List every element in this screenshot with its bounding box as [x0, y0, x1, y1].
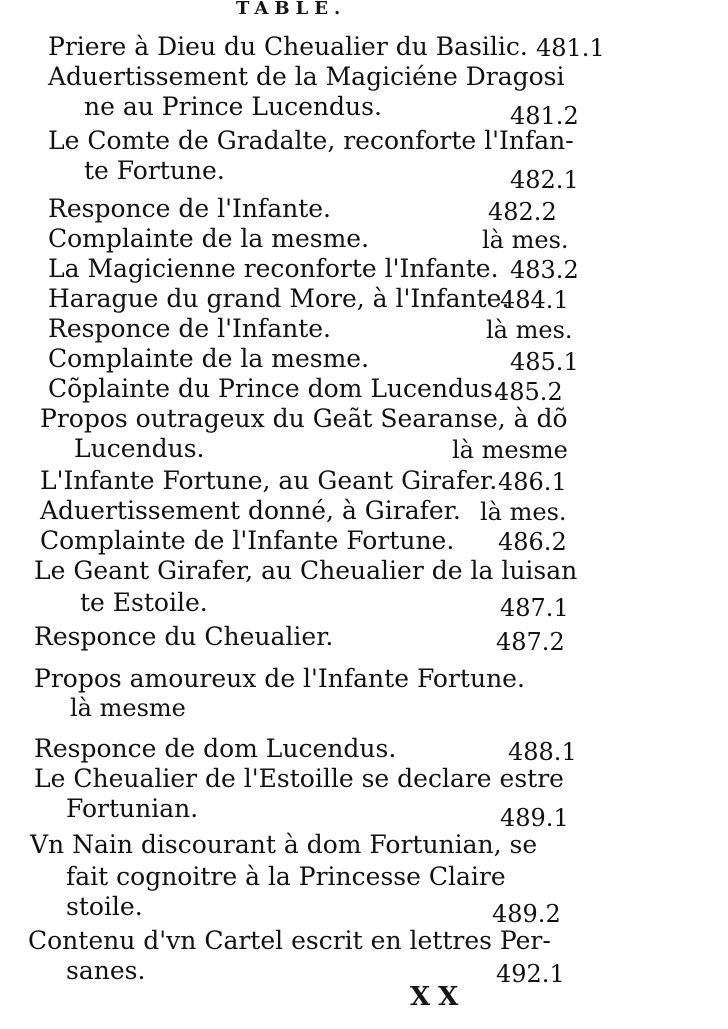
toc-entry-page: là mes. — [486, 316, 573, 344]
toc-entry-title-cont: sanes. — [66, 956, 146, 985]
toc-entry-title: La Magicienne reconforte l'Infante. — [48, 254, 499, 283]
running-head: TABLE. — [236, 0, 347, 19]
signature-mark: XX — [410, 982, 467, 1012]
toc-entry-title: Responce de l'Infante. — [48, 194, 331, 223]
toc-entry-page: 485.2 — [494, 378, 563, 406]
toc-entry-page: 486.2 — [498, 528, 567, 556]
toc-entry-title: Le Comte de Gradalte, reconforte l'Infan- — [48, 126, 574, 155]
toc-entry-page: là mesme — [452, 436, 568, 464]
toc-entry-title: Harague du grand More, à l'Infante. — [48, 284, 510, 313]
toc-entry-title: Propos amoureux de l'Infante Fortune. — [34, 664, 525, 693]
toc-entry-title: Priere à Dieu du Cheualier du Basilic. — [48, 32, 528, 61]
toc-entry-page: 489.2 — [492, 900, 561, 928]
toc-entry-page: 482.1 — [510, 166, 579, 194]
toc-entry-title: Responce de dom Lucendus. — [34, 734, 397, 763]
toc-entry-page: 482.2 — [488, 198, 557, 226]
toc-entry-title: Complainte de la mesme. — [48, 224, 370, 253]
toc-entry-title: Aduertissement de la Magiciéne Dragosi — [48, 62, 565, 91]
toc-entry-title: Le Geant Girafer, au Cheualier de la luisan — [34, 556, 578, 585]
toc-entry-page: 486.1 — [498, 468, 567, 496]
toc-entry-page: 481.2 — [510, 102, 579, 130]
toc-entry-title: Responce du Cheualier. — [34, 622, 334, 651]
toc-entry-title-cont: fait cognoitre à la Princesse Claire — [66, 862, 506, 891]
toc-entry-title: Complainte de la mesme. — [48, 344, 370, 373]
toc-entry-page: 484.1 — [500, 286, 569, 314]
toc-entry-title-cont: Lucendus. — [74, 434, 205, 463]
toc-entry-page: là mesme — [70, 694, 186, 722]
toc-entry-title: Responce de l'Infante. — [48, 314, 331, 343]
toc-entry-page: 489.1 — [500, 804, 569, 832]
toc-entry-title: L'Infante Fortune, au Geant Girafer. — [40, 466, 498, 495]
toc-entry-title: Contenu d'vn Cartel escrit en lettres Per- — [28, 926, 551, 955]
toc-entry-title-cont: ne au Prince Lucendus. — [84, 92, 382, 121]
toc-entry-page: là mes. — [480, 498, 567, 526]
toc-entry-title: Complainte de l'Infante Fortune. — [40, 526, 455, 555]
toc-entry-page: là mes. — [482, 226, 569, 254]
toc-entry-title-cont: te Estoile. — [80, 588, 208, 617]
toc-entry-title: Cõplainte du Prince dom Lucendus. — [48, 374, 501, 403]
toc-entry-title-cont: Fortunian. — [66, 794, 199, 823]
toc-entry-title: Vn Nain discourant à dom Fortunian, se — [30, 830, 538, 859]
toc-entry-page: 481.1 — [536, 34, 605, 62]
toc-entry-title-cont: te Fortune. — [84, 156, 225, 185]
toc-entry-page: 487.1 — [500, 594, 569, 622]
toc-entry-title: Propos outrageux du Geãt Searanse, à dõ — [40, 404, 568, 433]
toc-entry-page: 492.1 — [496, 960, 565, 988]
toc-entry-title: Aduertissement donné, à Girafer. — [40, 496, 461, 525]
toc-entry-page: 483.2 — [510, 256, 579, 284]
toc-entry-title: Le Cheualier de l'Estoille se declare estre — [34, 764, 564, 793]
toc-entry-page: 485.1 — [510, 348, 579, 376]
toc-entry-page: 487.2 — [496, 628, 565, 656]
toc-entry-page: 488.1 — [508, 738, 577, 766]
toc-entry-title-cont: stoile. — [66, 892, 143, 921]
